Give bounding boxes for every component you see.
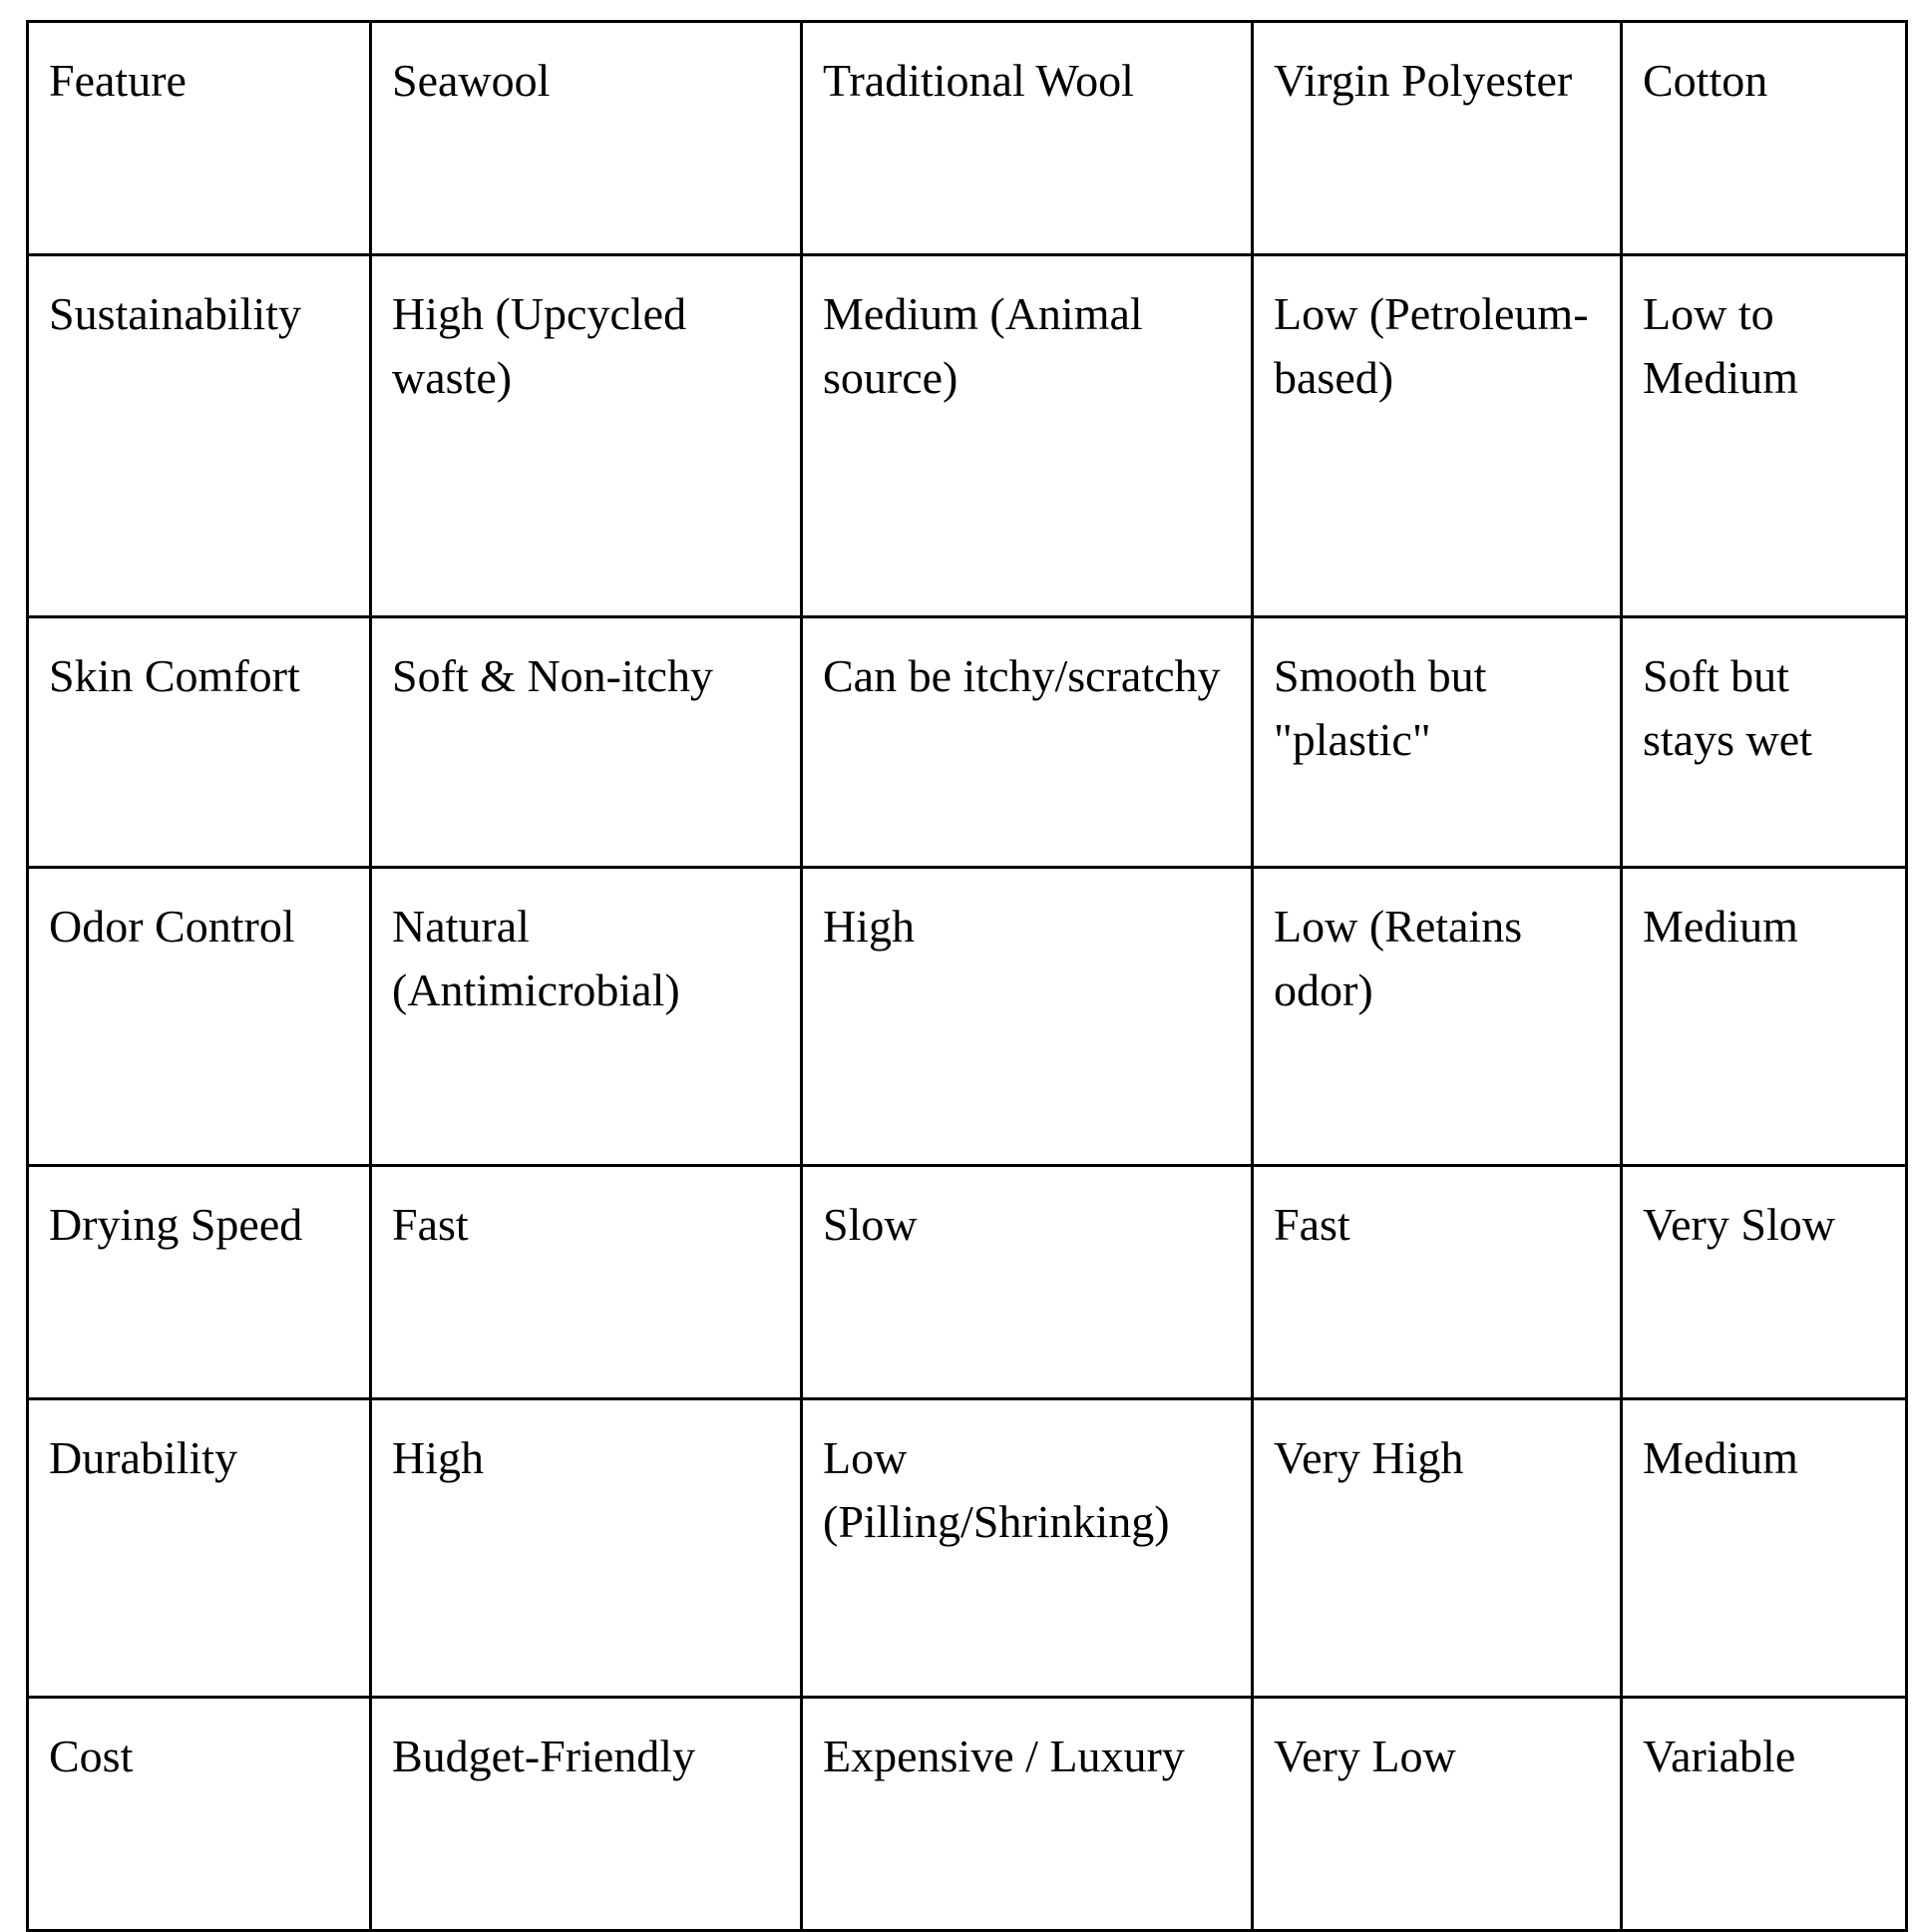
header-cell-traditional-wool: Traditional Wool bbox=[802, 22, 1253, 255]
table-cell: Budget-Friendly bbox=[371, 1698, 802, 1931]
table-cell: Fast bbox=[371, 1166, 802, 1399]
table-cell: Fast bbox=[1253, 1166, 1622, 1399]
table-cell: Medium bbox=[1622, 1399, 1907, 1698]
row-label-cell: Sustainability bbox=[28, 255, 371, 617]
table-row bbox=[28, 868, 1907, 1166]
table-cell: Very Slow bbox=[1622, 1166, 1907, 1399]
table-cell: Soft & Non-itchy bbox=[371, 617, 802, 868]
comparison-table bbox=[26, 20, 1908, 1932]
row-label-cell: Durability bbox=[28, 1399, 371, 1698]
table-cell: Slow bbox=[802, 1166, 1253, 1399]
table-header-row bbox=[28, 22, 1907, 255]
table-row bbox=[28, 255, 1907, 617]
table-cell: High bbox=[371, 1399, 802, 1698]
table-row bbox=[28, 1399, 1907, 1698]
table-row bbox=[28, 1698, 1907, 1931]
row-label-cell: Cost bbox=[28, 1698, 371, 1931]
table-cell: High (Upcycled waste) bbox=[371, 255, 802, 617]
table-cell: Natural (Antimicrobial) bbox=[371, 868, 802, 1166]
table-row bbox=[28, 1166, 1907, 1399]
table-cell: Soft but stays wet bbox=[1622, 617, 1907, 868]
table-cell: High bbox=[802, 868, 1253, 1166]
table-cell: Can be itchy/scratchy bbox=[802, 617, 1253, 868]
header-cell-virgin-polyester: Virgin Polyester bbox=[1253, 22, 1622, 255]
row-label-cell: Skin Comfort bbox=[28, 617, 371, 868]
table-cell: Medium (Animal source) bbox=[802, 255, 1253, 617]
table-cell: Low to Medium bbox=[1622, 255, 1907, 617]
table-row bbox=[28, 617, 1907, 868]
table-cell: Medium bbox=[1622, 868, 1907, 1166]
table-cell: Very High bbox=[1253, 1399, 1622, 1698]
header-cell-feature: Feature bbox=[28, 22, 371, 255]
table-cell: Expensive / Luxury bbox=[802, 1698, 1253, 1931]
table-cell: Low (Pilling/Shrinking) bbox=[802, 1399, 1253, 1698]
row-label-cell: Odor Control bbox=[28, 868, 371, 1166]
table-cell: Smooth but "plastic" bbox=[1253, 617, 1622, 868]
table-cell: Variable bbox=[1622, 1698, 1907, 1931]
header-cell-cotton: Cotton bbox=[1622, 22, 1907, 255]
table-cell: Very Low bbox=[1253, 1698, 1622, 1931]
row-label-cell: Drying Speed bbox=[28, 1166, 371, 1399]
table-cell: Low (Retains odor) bbox=[1253, 868, 1622, 1166]
table-cell: Low (Petroleum-based) bbox=[1253, 255, 1622, 617]
header-cell-seawool: Seawool bbox=[371, 22, 802, 255]
